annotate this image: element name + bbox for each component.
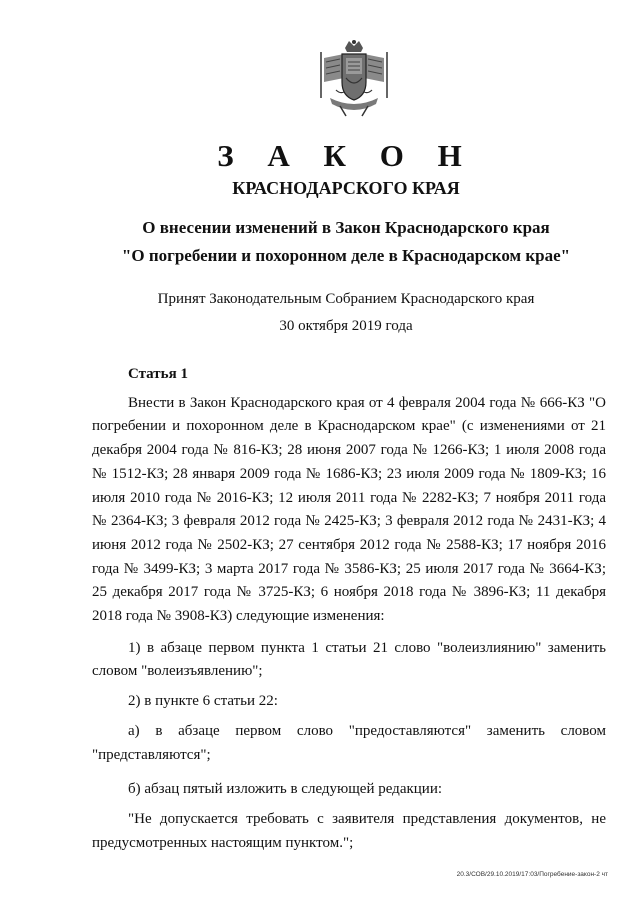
adoption-date: 30 октября 2019 года — [279, 318, 413, 334]
law-body — [92, 363, 606, 855]
document-type-title: З А К О Н — [217, 138, 475, 173]
adoption-statement: Принят Законодательным Собранием Краснодарского края — [157, 291, 535, 307]
article-paragraph-quote: "Не допускается требовать с заявителя представления документов, не предусмотренных настоящим пунктом."; — [92, 810, 606, 851]
article-paragraph-item-2a: а) в абзаце первом слово "предоставляются" заменить словом "представляются"; — [92, 722, 606, 763]
article-paragraph-item-2b: б) абзац пятый изложить в следующей редакции: — [128, 781, 443, 798]
law-subject-line-1: О внесении изменений в Закон Краснодарского края — [142, 218, 550, 237]
coat-of-arms-icon — [316, 38, 392, 118]
article-heading: Статья 1 — [128, 366, 188, 382]
article-paragraph-item-1: 1) в абзаце первом пункта 1 статьи 21 слово "волеизлиянию" заменить словом "волеизъявлению"; — [92, 639, 606, 680]
law-subject-line-2: "О погребении и похоронном деле в Краснодарском крае" — [121, 246, 571, 265]
region-title: КРАСНОДАРСКОГО КРАЯ — [232, 178, 460, 198]
article-paragraph-intro: Внести в Закон Краснодарского края от 4 февраля 2004 года № 666-КЗ "О погребении и похоронном деле в Краснодарском крае" (с изменениями от 21 декабря 2004 года № 816-КЗ; 28 июня 2007 года № 1266-КЗ; 1 июля 2008 года № 1512-КЗ; 28 января 2009 года № 1686-КЗ; 23 июля 2009 года № 1809-КЗ; 16 июля 2010 года № 2016-КЗ; 12 июля 2011 года № 2282-КЗ; 7 ноября 2011 года № 2364-КЗ; 3 февраля 2012 года № 2425-КЗ; 3 февраля 2012 года № 2431-КЗ; 4 июня 2012 года № 2502-КЗ; 27 сентября 2012 года № 2588-КЗ; 17 ноября 2016 года № 3499-КЗ; 3 марта 2017 года № 3586-КЗ; 25 июля 2017 года № 3664-КЗ; 25 декабря 2017 года № 3725-КЗ; 6 ноября 2018 года № 3896-КЗ; 11 декабря 2018 года № 3908-КЗ) следующие изменения: — [92, 394, 606, 625]
article-paragraph-item-2: 2) в пункте 6 статьи 22: — [128, 693, 278, 710]
file-stamp-footer: 20.3/СОВ/29.10.2019/17:03/Погребение-закон-2 чт — [456, 871, 608, 878]
